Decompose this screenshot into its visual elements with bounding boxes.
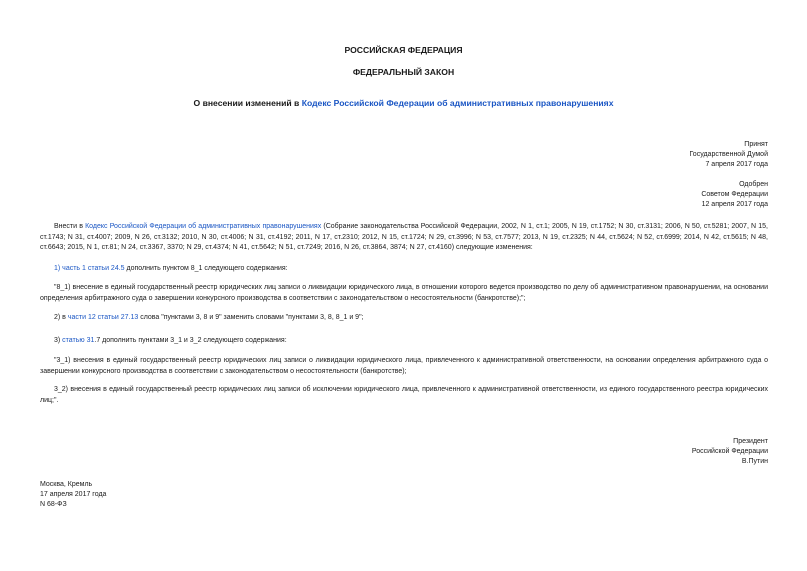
intro-text: (Собрание законодательства Российской Федерации, 2002, N 1, ст.1; 2005, N 19, ст.1752; N 30, ст.3131; 2006, N 50, ст.5281; 2007, N 15, ст.1743; N 31, ст.4007; 2009, N 26, ст.3132; 2010, N 30, ст.4006; N 31, ст.4192; 2011, N 17, ст.2310; 2012, N 15, ст.1724; N 29, ст.3996; N 53, ст.7577; 2013, N 19, ст.2325; N 44, ст.5624; N 52, ст.6999; 2014, N 42, ст.5615; N 48, ст.6643; 2015, N 1, ст.81; N 24, ст.3367, 3370; N 29, ст.4374; N 41, ст.5642; N 51, ст.7249; 2016, N 26, ст.3864, 3874; N 27, ст.4160) следующие изменения: <box>40 223 769 251</box>
item-1-paragraph <box>40 264 768 275</box>
adoption-duma-block <box>689 140 768 171</box>
intro-code-link[interactable]: Кодекс Российской Федерации об административных правонарушениях <box>85 223 322 230</box>
footer-date: 17 апреля 2017 года <box>40 491 107 499</box>
country-heading: РОССИЙСКАЯ ФЕДЕРАЦИЯ <box>344 45 463 55</box>
signature-name: В.Путин <box>741 458 768 466</box>
intro-paragraph <box>40 222 768 254</box>
approved-label: Одобрен <box>739 181 768 188</box>
item-3-quote-1: "3_1) внесения в единый государственный реестр юридических лиц записи о ликвидации юридического лица, привлеченного к административной ответственности, на основании определения арбитражного суда о завершении конкурсного производства в соответствии с законодательством о несостоятельности (банкротстве); <box>40 357 768 375</box>
law-title-prefix: О внесении изменений в <box>193 98 302 108</box>
item-1-quote: "8_1) внесение в единый государственный реестр юридических лиц записи о ликвидации юридического лица, в отношении которого ведется производство по делу об административном правонарушении, на основании определения арбитражного суда о завершении конкурсного производства в соответствии с законодательством о несостоятельности (банкротстве);"; <box>40 284 768 302</box>
item-3-article-link[interactable]: статью 31 <box>62 337 95 344</box>
approved-date: 12 апреля 2017 года <box>701 201 768 209</box>
signature-title: Президент <box>733 438 768 445</box>
item-2-paragraph <box>40 313 768 324</box>
approved-body: Советом Федерации <box>701 191 768 199</box>
law-title <box>0 98 807 109</box>
footer-number: N 68-ФЗ <box>40 501 67 509</box>
accepted-body: Государственной Думой <box>689 151 768 159</box>
accepted-label: Принят <box>744 141 768 148</box>
signature-block <box>692 437 768 468</box>
item-3-text: .7 дополнить пунктами 3_1 и 3_2 следующего содержания: <box>94 337 287 344</box>
item-3-prefix: 3) <box>54 337 63 344</box>
item-2-prefix: 2) в <box>54 314 68 321</box>
signature-country: Российской Федерации <box>691 448 768 456</box>
law-title-code-link[interactable]: Кодекс Российской Федерации об административных правонарушениях <box>301 98 614 108</box>
approval-council-block <box>701 180 768 211</box>
item-2-text: слова "пунктами 3, 8 и 9" заменить словами "пунктами 3, 8, 8_1 и 9"; <box>138 314 364 321</box>
item-2-article-link[interactable]: части 12 статьи 27.13 <box>67 314 139 321</box>
item-3-paragraph <box>40 336 768 347</box>
item-1-article-link[interactable]: часть 1 статьи 24.5 <box>62 265 125 272</box>
law-type-heading: ФЕДЕРАЛЬНЫЙ ЗАКОН <box>352 67 455 77</box>
item-1-text: дополнить пунктом 8_1 следующего содержания: <box>124 265 288 272</box>
intro-prefix: Внести в <box>54 223 86 230</box>
footer-block <box>40 480 106 511</box>
item-3-quote-2: 3_2) внесения в единый государственный реестр юридических лиц записи об исключении юридического лица, привлеченного к административной ответственности, из единого государственного реестра юридических лиц;". <box>40 386 768 404</box>
accepted-date: 7 апреля 2017 года <box>705 161 768 169</box>
item-1-number: 1) <box>54 265 63 272</box>
footer-place: Москва, Кремль <box>40 481 93 488</box>
